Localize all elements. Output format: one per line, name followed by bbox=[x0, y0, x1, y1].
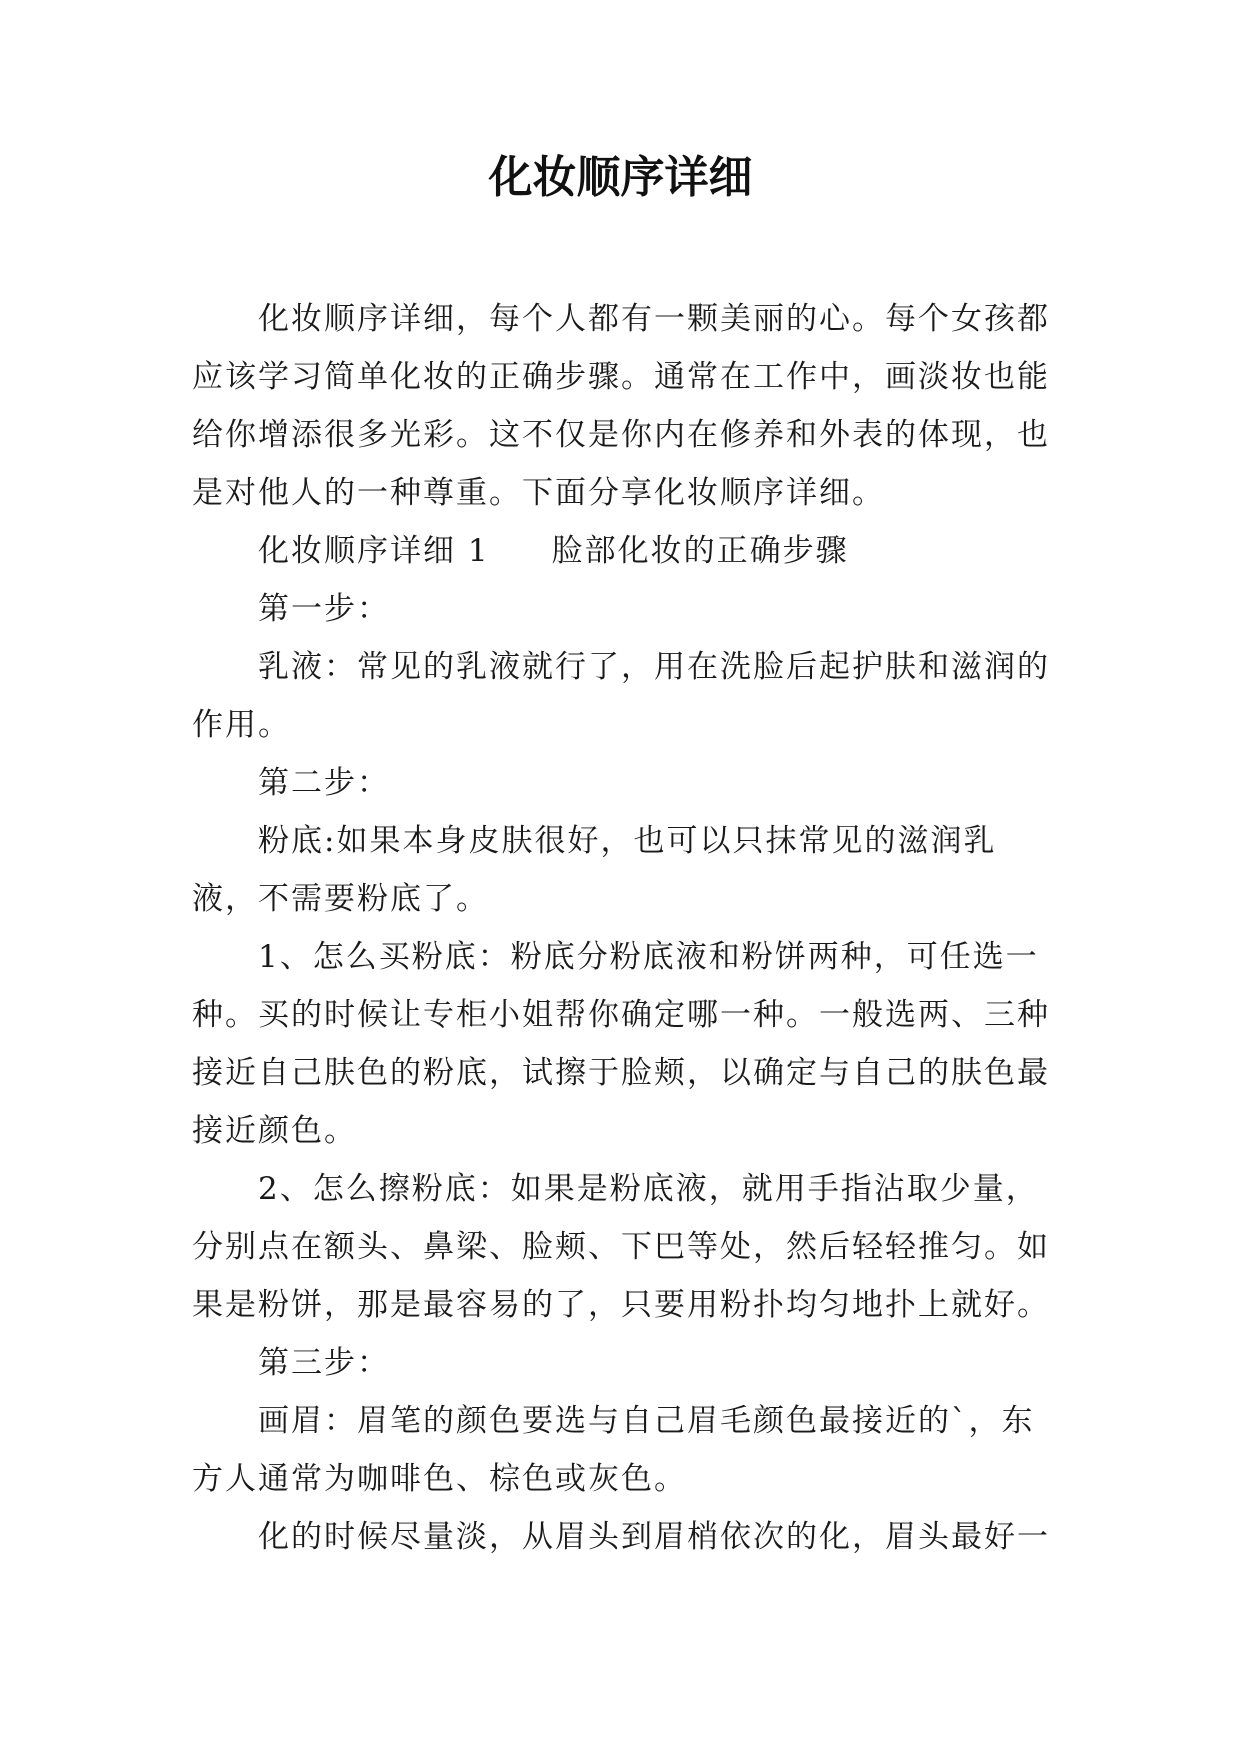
document-body bbox=[192, 290, 1052, 1566]
paragraph-intro: 化妆顺序详细，每个人都有一颗美丽的心。每个女孩都应该学习简单化妆的正确步骤。通常在工作中，画淡妆也能给你增添很多光彩。这不仅是你内在修养和外表的体现，也是对他人的一种尊重。下面分享化妆顺序详细。 bbox=[192, 301, 1050, 511]
paragraph-step-2: 第二步： bbox=[258, 765, 390, 801]
paragraph-eyebrow-tips: 化的时候尽量淡，从眉头到眉梢依次的化，眉头最好一 bbox=[258, 1519, 1050, 1555]
paragraph-lotion: 乳液：常见的乳液就行了，用在洗脸后起护肤和滋润的作用。 bbox=[192, 649, 1050, 743]
paragraph-step-1: 第一步： bbox=[258, 591, 390, 627]
paragraph-step-3: 第三步： bbox=[258, 1345, 390, 1381]
paragraph-eyebrow: 画眉：眉笔的颜色要选与自己眉毛颜色最接近的`，东方人通常为咖啡色、棕色或灰色。 bbox=[192, 1403, 1035, 1497]
paragraph-foundation: 粉底:如果本身皮肤很好，也可以只抹常见的滋润乳液，不需要粉底了。 bbox=[192, 823, 997, 917]
document-title: 化妆顺序详细 bbox=[488, 152, 753, 203]
paragraph-buy-foundation: 1、怎么买粉底：粉底分粉底液和粉饼两种，可任选一种。买的时候让专柜小姐帮你确定哪一种。一般选两、三种接近自己肤色的粉底，试擦于脸颊，以确定与自己的肤色最接近颜色。 bbox=[192, 939, 1050, 1149]
section-heading bbox=[192, 522, 1052, 580]
paragraph-apply-foundation: 2、怎么擦粉底：如果是粉底液，就用手指沾取少量，分别点在额头、鼻梁、脸颊、下巴等处，然后轻轻推匀。如果是粉饼，那是最容易的了，只要用粉扑均匀地扑上就好。 bbox=[192, 1171, 1050, 1323]
section-heading-text: 脸部化妆的正确步骤 bbox=[551, 533, 849, 569]
section-heading-number: 化妆顺序详细 1 bbox=[258, 533, 490, 569]
